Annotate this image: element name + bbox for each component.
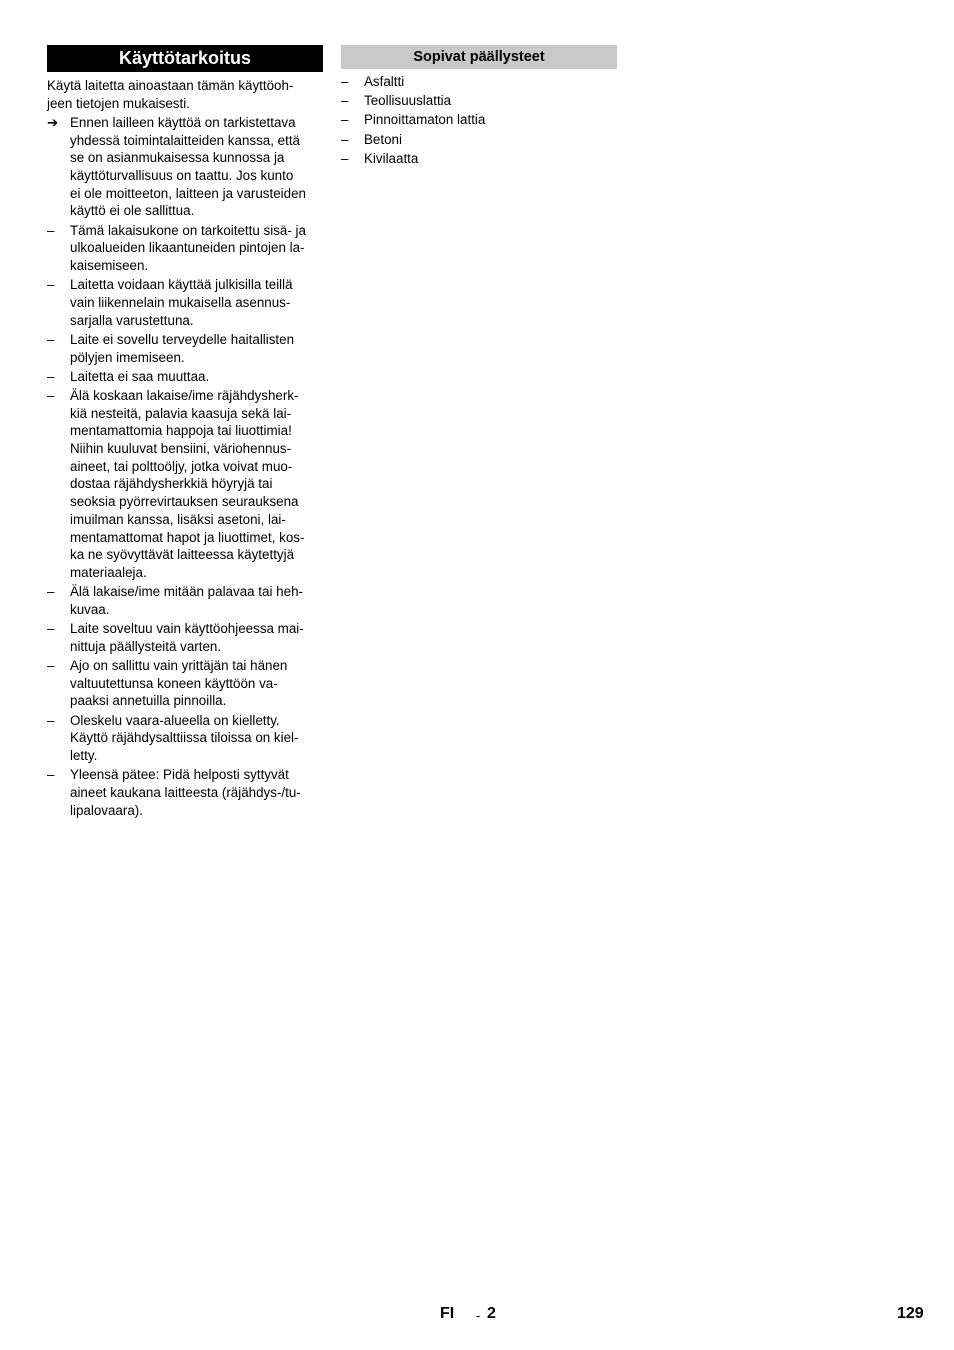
list-item bbox=[47, 712, 323, 765]
list-item bbox=[47, 766, 323, 819]
page-number: 129 bbox=[897, 1305, 924, 1322]
list-item-text: Asfaltti bbox=[364, 74, 405, 89]
list-item-text: Laite ei sovellu terveydelle haitallisten pölyjen imemiseen. bbox=[70, 331, 295, 365]
list-item-text: Ennen lailleen käyttöä on tarkistettava yhdessä toimintalaitteiden kanssa, että se on asianmukaisessa kunnossa ja käyttöturvallisuus on taattu. Jos kunto ei ole moitteeton, laitteen ja varusteiden käyttö ei ole sallittua. bbox=[70, 114, 306, 219]
list-item-text: Betoni bbox=[364, 131, 402, 147]
list-item bbox=[341, 131, 617, 149]
list-item-text: Ajo on sallittu vain yrittäjän tai hänen valtuutettunsa koneen käyttöön va- paaksi annetuilla pinnoilla. bbox=[70, 658, 288, 709]
list-item bbox=[47, 387, 323, 582]
section-heading-sopivat-paallysteet: Sopivat päällysteet bbox=[341, 45, 617, 69]
dash-bullet: – bbox=[47, 767, 55, 783]
list-item-text: Yleensä pätee: Pidä helposti syttyvät aineet kaukana laitteesta (räjähdys-/tu- lipalovaara). bbox=[70, 767, 301, 818]
right-column bbox=[341, 45, 617, 168]
list-item bbox=[47, 620, 323, 655]
list-item bbox=[341, 73, 617, 91]
dash-bullet: – bbox=[47, 621, 55, 637]
intro-paragraph: Käytä laitetta ainoastaan tämän käyttöoh- jeen tietojen mukaisesti. bbox=[47, 78, 294, 111]
footer-separator: - bbox=[476, 1308, 481, 1323]
list-item-text: Älä lakaise/ime mitään palavaa tai heh- kuvaa. bbox=[70, 584, 303, 617]
list-item bbox=[341, 150, 617, 168]
dash-bullet: – bbox=[47, 331, 55, 347]
footer-section-number: 2 bbox=[487, 1305, 496, 1322]
list-item-text: Älä koskaan lakaise/ime räjähdysherk- kiä nesteitä, palavia kaasuja sekä lai- mentamattomia happoja tai liuottimia! Niihin kuuluvat bensiini, väriohennus- aineet, tai polttoöljy, jotka voivat muo- dostaa räjähdysherkkiä höyryjä tai seoksia pyörrevirtauksen seurauksena imuilman kanssa, lisäksi asetoni, lai- mentamattomat hapot ja liuottimet, kos- ka ne syövyttävät laitteessa käytettyjä materiaaleja. bbox=[70, 387, 305, 580]
list-item bbox=[341, 92, 617, 110]
dash-bullet: – bbox=[47, 277, 55, 293]
list-item-text: Laitetta ei saa muuttaa. bbox=[70, 368, 210, 384]
list-item bbox=[47, 583, 323, 618]
list-item bbox=[341, 111, 617, 129]
dash-bullet: – bbox=[341, 74, 349, 89]
usage-list bbox=[47, 114, 323, 819]
dash-bullet: – bbox=[341, 112, 349, 128]
dash-bullet: – bbox=[47, 584, 55, 600]
list-item-text: Tämä lakaisukone on tarkoitettu sisä- ja ulkoalueiden likaantuneiden pintojen la- kaisemiseen. bbox=[70, 222, 306, 274]
list-item-text: Laite soveltuu vain käyttöohjeessa mai- nittuja päällysteitä varten. bbox=[70, 621, 304, 654]
dash-bullet: – bbox=[47, 712, 55, 728]
section-heading-kayttotarkoitus: Käyttötarkoitus bbox=[47, 45, 323, 72]
list-item bbox=[47, 331, 323, 366]
arrow-icon: ➔ bbox=[47, 114, 59, 130]
dash-bullet: – bbox=[341, 150, 349, 166]
footer-language: FI bbox=[440, 1305, 455, 1322]
list-item bbox=[47, 276, 323, 329]
list-item-text: Oleskelu vaara-alueella on kielletty. Käyttö räjähdysalttiissa tiloissa on kiel- letty. bbox=[70, 712, 299, 764]
list-item bbox=[47, 222, 323, 275]
dash-bullet: – bbox=[47, 387, 55, 403]
list-item-text: Pinnoittamaton lattia bbox=[364, 112, 486, 128]
list-item-text: Laitetta voidaan käyttää julkisilla teillä vain liikennelain mukaisella asennus- sarjalla varustettuna. bbox=[70, 277, 293, 328]
list-item-text: Kivilaatta bbox=[364, 150, 419, 166]
list-item bbox=[47, 368, 323, 386]
surfaces-list bbox=[341, 73, 617, 168]
list-item bbox=[47, 114, 323, 220]
dash-bullet: – bbox=[341, 131, 349, 147]
dash-bullet: – bbox=[47, 368, 55, 384]
dash-bullet: – bbox=[341, 93, 349, 109]
list-item-text: Teollisuuslattia bbox=[364, 93, 452, 109]
dash-bullet: – bbox=[47, 222, 55, 238]
left-column bbox=[47, 45, 323, 819]
dash-bullet: – bbox=[47, 658, 55, 673]
list-item bbox=[47, 657, 323, 710]
